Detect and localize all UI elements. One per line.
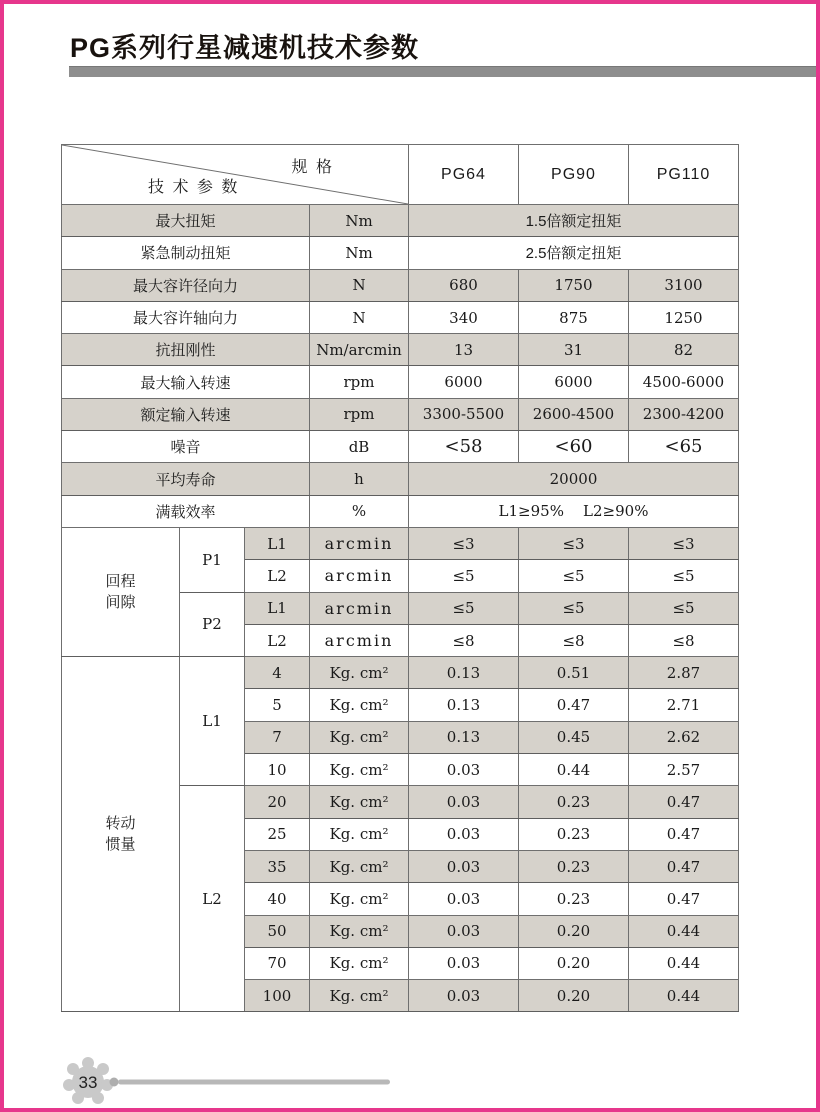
level-cell: L2 xyxy=(245,560,310,592)
unit-cell: Kg. cm² xyxy=(310,657,409,689)
unit-cell: rpm xyxy=(310,398,409,430)
ratio-cell: 70 xyxy=(245,947,310,979)
table-row xyxy=(62,269,739,301)
unit-cell: Kg. cm² xyxy=(310,818,409,850)
ratio-cell: 7 xyxy=(245,721,310,753)
value-cell: 0.23 xyxy=(519,818,629,850)
param-label: 紧急制动扭矩 xyxy=(62,237,310,269)
ratio-cell: 5 xyxy=(245,689,310,721)
header-params-label: 技 术 参 数 xyxy=(148,179,240,196)
value-cell: 0.13 xyxy=(409,689,519,721)
unit-cell: rpm xyxy=(310,366,409,398)
value-cell: ≤5 xyxy=(519,560,629,592)
value-span-cell: 2.5倍额定扭矩 xyxy=(409,237,739,269)
table-row xyxy=(62,366,739,398)
value-cell: <58 xyxy=(409,431,519,463)
unit-cell: Kg. cm² xyxy=(310,980,409,1012)
unit-cell: % xyxy=(310,495,409,527)
value-cell: 0.44 xyxy=(519,754,629,786)
table-row xyxy=(62,431,739,463)
unit-cell: arcmin xyxy=(310,527,409,559)
ratio-cell: 40 xyxy=(245,883,310,915)
value-cell: 2.62 xyxy=(629,721,739,753)
value-cell: ≤3 xyxy=(409,527,519,559)
value-cell: 0.13 xyxy=(409,657,519,689)
value-cell: 0.03 xyxy=(409,850,519,882)
value-cell: ≤5 xyxy=(519,592,629,624)
value-cell: 875 xyxy=(519,301,629,333)
unit-cell: Kg. cm² xyxy=(310,883,409,915)
ratio-cell: 20 xyxy=(245,786,310,818)
unit-cell: Kg. cm² xyxy=(310,754,409,786)
unit-cell: dB xyxy=(310,431,409,463)
param-label: 满载效率 xyxy=(62,495,310,527)
value-cell: 2600-4500 xyxy=(519,398,629,430)
param-label: 最大扭矩 xyxy=(62,205,310,237)
value-cell: 1750 xyxy=(519,269,629,301)
value-cell: 0.03 xyxy=(409,947,519,979)
param-label: 噪音 xyxy=(62,431,310,463)
value-cell: 340 xyxy=(409,301,519,333)
footer-line-dot xyxy=(110,1078,119,1087)
value-cell: 0.20 xyxy=(519,980,629,1012)
ratio-cell: 25 xyxy=(245,818,310,850)
value-cell: 0.03 xyxy=(409,818,519,850)
value-cell: 13 xyxy=(409,334,519,366)
value-cell: 0.13 xyxy=(409,721,519,753)
value-cell: 0.23 xyxy=(519,850,629,882)
value-cell: ≤5 xyxy=(629,592,739,624)
ratio-cell: 100 xyxy=(245,980,310,1012)
value-cell: 0.03 xyxy=(409,754,519,786)
column-header-pg90: PG90 xyxy=(519,145,629,205)
value-cell: 2.87 xyxy=(629,657,739,689)
header-spec-label: 规 格 xyxy=(291,159,334,176)
param-label: 抗扭刚性 xyxy=(62,334,310,366)
value-cell: 6000 xyxy=(409,366,519,398)
level-cell: L1 xyxy=(245,527,310,559)
value-cell: 4500-6000 xyxy=(629,366,739,398)
value-cell: 0.03 xyxy=(409,915,519,947)
value-cell: 2300-4200 xyxy=(629,398,739,430)
ratio-cell: 50 xyxy=(245,915,310,947)
param-label: 最大容许径向力 xyxy=(62,269,310,301)
value-cell: 3100 xyxy=(629,269,739,301)
unit-cell: Nm/arcmin xyxy=(310,334,409,366)
page-title: PG系列行星减速机技术参数 xyxy=(70,33,420,63)
table-row xyxy=(62,334,739,366)
unit-cell: Nm xyxy=(310,205,409,237)
unit-cell: Kg. cm² xyxy=(310,915,409,947)
table-row xyxy=(62,301,739,333)
value-cell: ≤8 xyxy=(629,624,739,656)
level-cell: L2 xyxy=(245,624,310,656)
group-label-line: 间隙 xyxy=(105,594,136,612)
unit-cell: N xyxy=(310,301,409,333)
value-cell: 0.44 xyxy=(629,980,739,1012)
value-cell: 0.20 xyxy=(519,947,629,979)
unit-cell: h xyxy=(310,463,409,495)
table-row xyxy=(62,237,739,269)
unit-cell: Kg. cm² xyxy=(310,786,409,818)
value-cell: 0.47 xyxy=(629,786,739,818)
page-number-gear-icon xyxy=(62,1056,422,1108)
value-span-cell: L1≥95% L2≥90% xyxy=(409,495,739,527)
class-cell-p2: P2 xyxy=(180,592,245,657)
param-label: 最大容许轴向力 xyxy=(62,301,310,333)
param-label: 最大输入转速 xyxy=(62,366,310,398)
value-cell: 3300-5500 xyxy=(409,398,519,430)
value-cell: ≤8 xyxy=(409,624,519,656)
value-cell: 680 xyxy=(409,269,519,301)
value-cell: <65 xyxy=(629,431,739,463)
unit-cell: arcmin xyxy=(310,560,409,592)
table-row xyxy=(62,657,739,689)
class-cell-p1: P1 xyxy=(180,527,245,592)
ratio-cell: 35 xyxy=(245,850,310,882)
group-label-line: 回程 xyxy=(105,573,136,591)
gear-cell-l2: L2 xyxy=(180,786,245,1012)
table-row xyxy=(62,398,739,430)
ratio-cell: 10 xyxy=(245,754,310,786)
group-label-backlash xyxy=(62,527,180,656)
unit-cell: N xyxy=(310,269,409,301)
column-header-pg64: PG64 xyxy=(409,145,519,205)
diagonal-header-cell xyxy=(62,145,409,205)
unit-cell: Kg. cm² xyxy=(310,850,409,882)
level-cell: L1 xyxy=(245,592,310,624)
unit-cell: Nm xyxy=(310,237,409,269)
value-cell: 0.47 xyxy=(629,883,739,915)
ratio-cell: 4 xyxy=(245,657,310,689)
value-cell: 82 xyxy=(629,334,739,366)
table-row xyxy=(62,463,739,495)
unit-cell: Kg. cm² xyxy=(310,947,409,979)
footer-rule xyxy=(118,1080,390,1085)
value-cell: 2.57 xyxy=(629,754,739,786)
value-cell: 0.03 xyxy=(409,883,519,915)
gear-cell-l1: L1 xyxy=(180,657,245,786)
group-label-line: 惯量 xyxy=(105,836,136,854)
param-label: 平均寿命 xyxy=(62,463,310,495)
value-cell: 0.20 xyxy=(519,915,629,947)
value-cell: 0.23 xyxy=(519,883,629,915)
value-cell: ≤5 xyxy=(409,560,519,592)
table-row xyxy=(62,205,739,237)
value-cell: ≤5 xyxy=(629,560,739,592)
page-number: 33 xyxy=(78,1073,98,1092)
unit-cell: Kg. cm² xyxy=(310,721,409,753)
value-cell: ≤3 xyxy=(629,527,739,559)
value-cell: 0.03 xyxy=(409,786,519,818)
value-cell: 2.71 xyxy=(629,689,739,721)
value-cell: 0.03 xyxy=(409,980,519,1012)
param-label: 额定输入转速 xyxy=(62,398,310,430)
value-cell: 0.47 xyxy=(629,818,739,850)
title-underline-bar xyxy=(69,66,816,77)
value-cell: 0.47 xyxy=(519,689,629,721)
value-cell: 0.44 xyxy=(629,915,739,947)
value-cell: 6000 xyxy=(519,366,629,398)
value-span-cell: 1.5倍额定扭矩 xyxy=(409,205,739,237)
value-cell: ≤5 xyxy=(409,592,519,624)
table-header-row xyxy=(62,145,739,205)
value-span-cell: 20000 xyxy=(409,463,739,495)
column-header-pg110: PG110 xyxy=(629,145,739,205)
value-cell: 0.45 xyxy=(519,721,629,753)
value-cell: ≤3 xyxy=(519,527,629,559)
table-row xyxy=(62,527,739,559)
value-cell: 0.44 xyxy=(629,947,739,979)
value-cell: <60 xyxy=(519,431,629,463)
page-footer xyxy=(62,1056,422,1108)
value-cell: 0.23 xyxy=(519,786,629,818)
value-cell: 0.47 xyxy=(629,850,739,882)
table-row xyxy=(62,495,739,527)
spec-table xyxy=(61,144,739,1012)
value-cell: 1250 xyxy=(629,301,739,333)
value-cell: 31 xyxy=(519,334,629,366)
unit-cell: arcmin xyxy=(310,624,409,656)
group-label-line: 转动 xyxy=(105,815,136,833)
unit-cell: Kg. cm² xyxy=(310,689,409,721)
value-cell: 0.51 xyxy=(519,657,629,689)
group-label-inertia xyxy=(62,657,180,1012)
value-cell: ≤8 xyxy=(519,624,629,656)
unit-cell: arcmin xyxy=(310,592,409,624)
